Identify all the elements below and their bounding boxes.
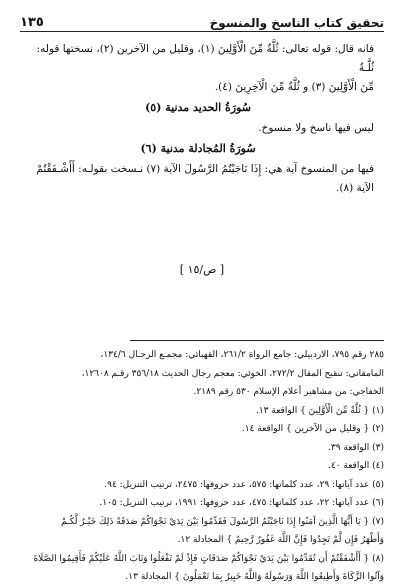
page-header [20,10,384,30]
body-line-3: ليس فيها ناسخ ولا منسوخ. [258,122,374,134]
running-title: تحقيق كتاب الناسخ والمنسوخ [209,16,384,30]
footnote-8-continued: وَآتُوا الزَّكَاةَ وَأَطِيعُوا اللَّهَ وَرَسُولَهُ وَاللَّهُ خَبِيرٌ بِمَا تَعْمَلُونَ } المجادلة ١٣. [125,572,384,582]
body-line-1: فانه قال: قوله تعالى: ثُلَّةٌ مِّنَ الْأَوَّلِينَ (١)، وقليل من الآخرين (٢)، نسختها قوله: ثُلَّـةٌ [36,43,374,74]
footnote-8: (٨) { أَأَشْفَقْتُمْ أَن تُقَدِّمُوا بَيْنَ يَدَيْ نَجْوَاكُمْ صَدَقَاتٍ فَإِذْ لَمْ تَفْعَلُوا وَتَابَ اللَّهُ عَلَيْكُمْ فَأَقِيمُوا الصَّلَاةَ [33,553,384,564]
footnote-6: (٦) عدد آياتها: ٢٢، عدد كلماتها: ٤٧٥، عدد حروفها: ١٩٩١، ترتيب التنزيل: ١٠٥. [99,498,384,508]
manuscript-page-marker: [ ص/١٥ ] [179,263,225,276]
main-text [22,40,374,198]
surah-heading-hadid: سُورَةُ الحديد مدنية (٥) [145,101,251,114]
footnote-4: (٤) الواقعة ٤٠. [327,461,384,471]
footnote-line: المامقاني: تنقيح المقال ٢٧٢/٢، الخوئي: معجم رجال الحديث ٣٥٦/١٨ رقـم ١٢٦٠٨، [81,368,384,379]
surah-heading-mujadila: سُورَةُ المُجادلة مدنية (٦) [140,142,256,155]
footnote-7: (٧) { يَا أَيُّهَا الَّذِينَ آمَنُوا إِذَا نَاجَيْتُمُ الرَّسُولَ فَقَدِّمُوا بَيْنَ يَدَيْ نَجْوَاكُمْ صَدَقَةً ذَلِكَ خَيْـرٌ لَّكُـمْ [61,516,384,527]
body-line-4: فيها من المنسوخ آية هي: إِذَا نَاجَيْتُمُ الرَّسُولَ الآية (٧) نـسخت بقولـه: أَأَشْـفَقْتُمْ [36,163,374,175]
footnote-7-continued: وَأَطْهَرُ فَإِن لَّمْ تَجِدُوا فَإِنَّ اللَّهَ غَفُورٌ رَّحِيمٌ } المجادلة ١٢. [177,535,384,545]
header-rule [20,31,384,32]
footnote-3: (٣) الواقعة ٣٩. [327,442,384,453]
footnote-line: الخفاجي: من مشاهير أعلام الإسلام ٥٣٠ رقم ٢١٨٩. [193,387,384,397]
footnote-5: (٥) عدد آياتها: ٢٩، عدد كلماتها: ٥٧٥، عدد حروفها: ٢٤٧٥، ترتيب التنزيل: ٩٤. [104,479,384,490]
page-number: ١٣٥ [20,15,44,30]
footnotes [16,346,384,587]
footnote-line: ٢٨٥ رقم ٧٩٥، الاردبيلي: جامع الرواة ٢٦١/٢، القهبائي: مجمـع الرجـال ١٣٤/٦، [100,350,384,360]
footnote-2: (٢) { وقليل من الآخرين } الواقعة ١٤. [241,424,384,434]
footnote-1: (١) { ثُلَّةٌ مِّنَ الْأَوَّلِينَ } الواقعة ١٣. [255,405,384,416]
body-line-5: الآية (٨). [336,182,374,194]
footnote-rule [130,340,384,341]
body-line-2: مِّنَ الْأَوَّلِينَ (٣) و ثُلَّةٌ مِّنَ الْآخِرِينَ (٤). [214,81,374,93]
